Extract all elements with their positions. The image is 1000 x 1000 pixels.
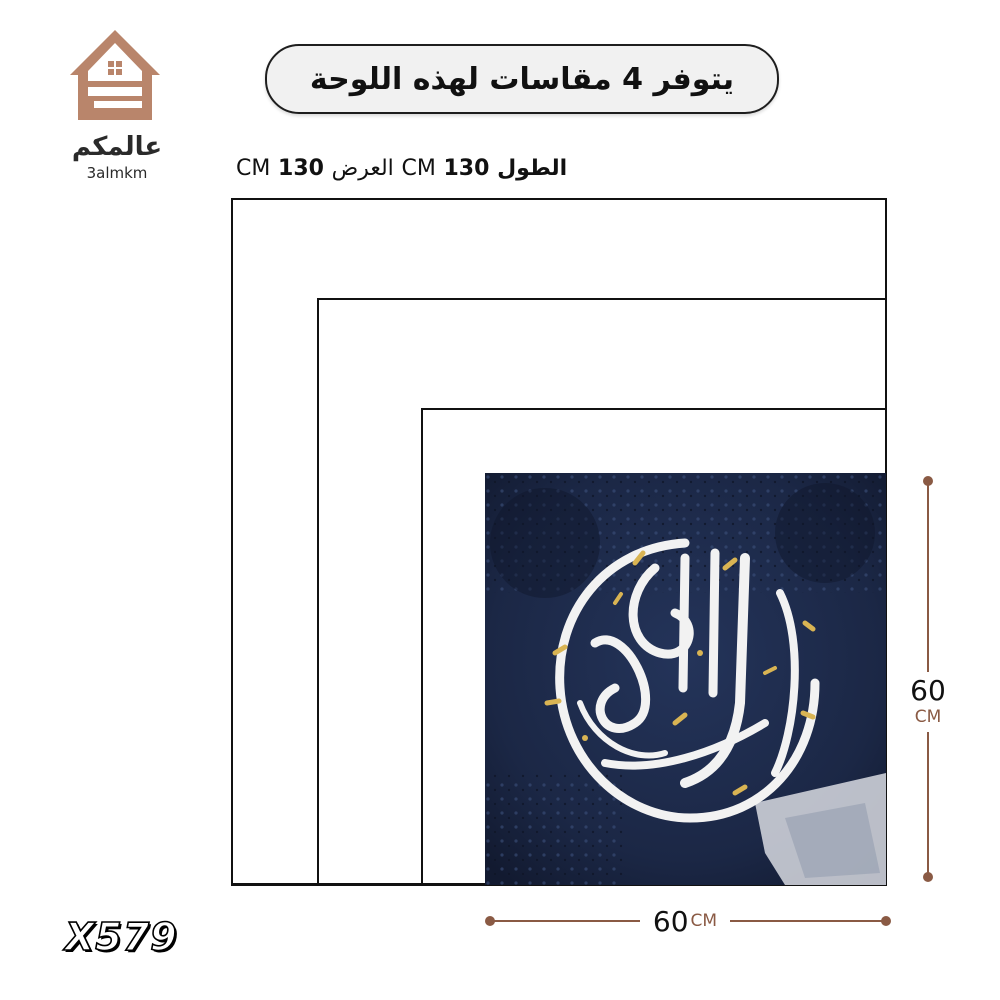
width-word: العرض [331, 156, 394, 181]
dimension-endpoint [485, 916, 495, 926]
logo-text-arabic: عالمكم [71, 132, 163, 162]
dimension-endpoint [923, 872, 933, 882]
headline-banner [265, 44, 779, 114]
size-label-130 [236, 156, 626, 181]
dimension-endpoint [923, 476, 933, 486]
width-unit: CM [236, 156, 271, 181]
width-label [640, 903, 730, 939]
width-value: 60 [652, 904, 689, 938]
painting-artwork [485, 473, 886, 885]
length-unit: CM [401, 156, 436, 181]
width-value: 130 [278, 156, 324, 181]
headline-text: يتوفر 4 مقاسات لهذه اللوحة [309, 61, 735, 97]
length-word: الطول [497, 156, 568, 181]
length-value: 130 [443, 156, 490, 181]
height-value: 60 [910, 674, 946, 707]
width-unit: CM [690, 911, 718, 931]
painting-preview [485, 473, 886, 885]
dimension-endpoint [881, 916, 891, 926]
height-unit: CM [914, 707, 942, 727]
house-logo-icon [60, 25, 170, 135]
product-code: X579 [65, 915, 178, 959]
logo-text-latin: 3almkm [86, 164, 148, 182]
